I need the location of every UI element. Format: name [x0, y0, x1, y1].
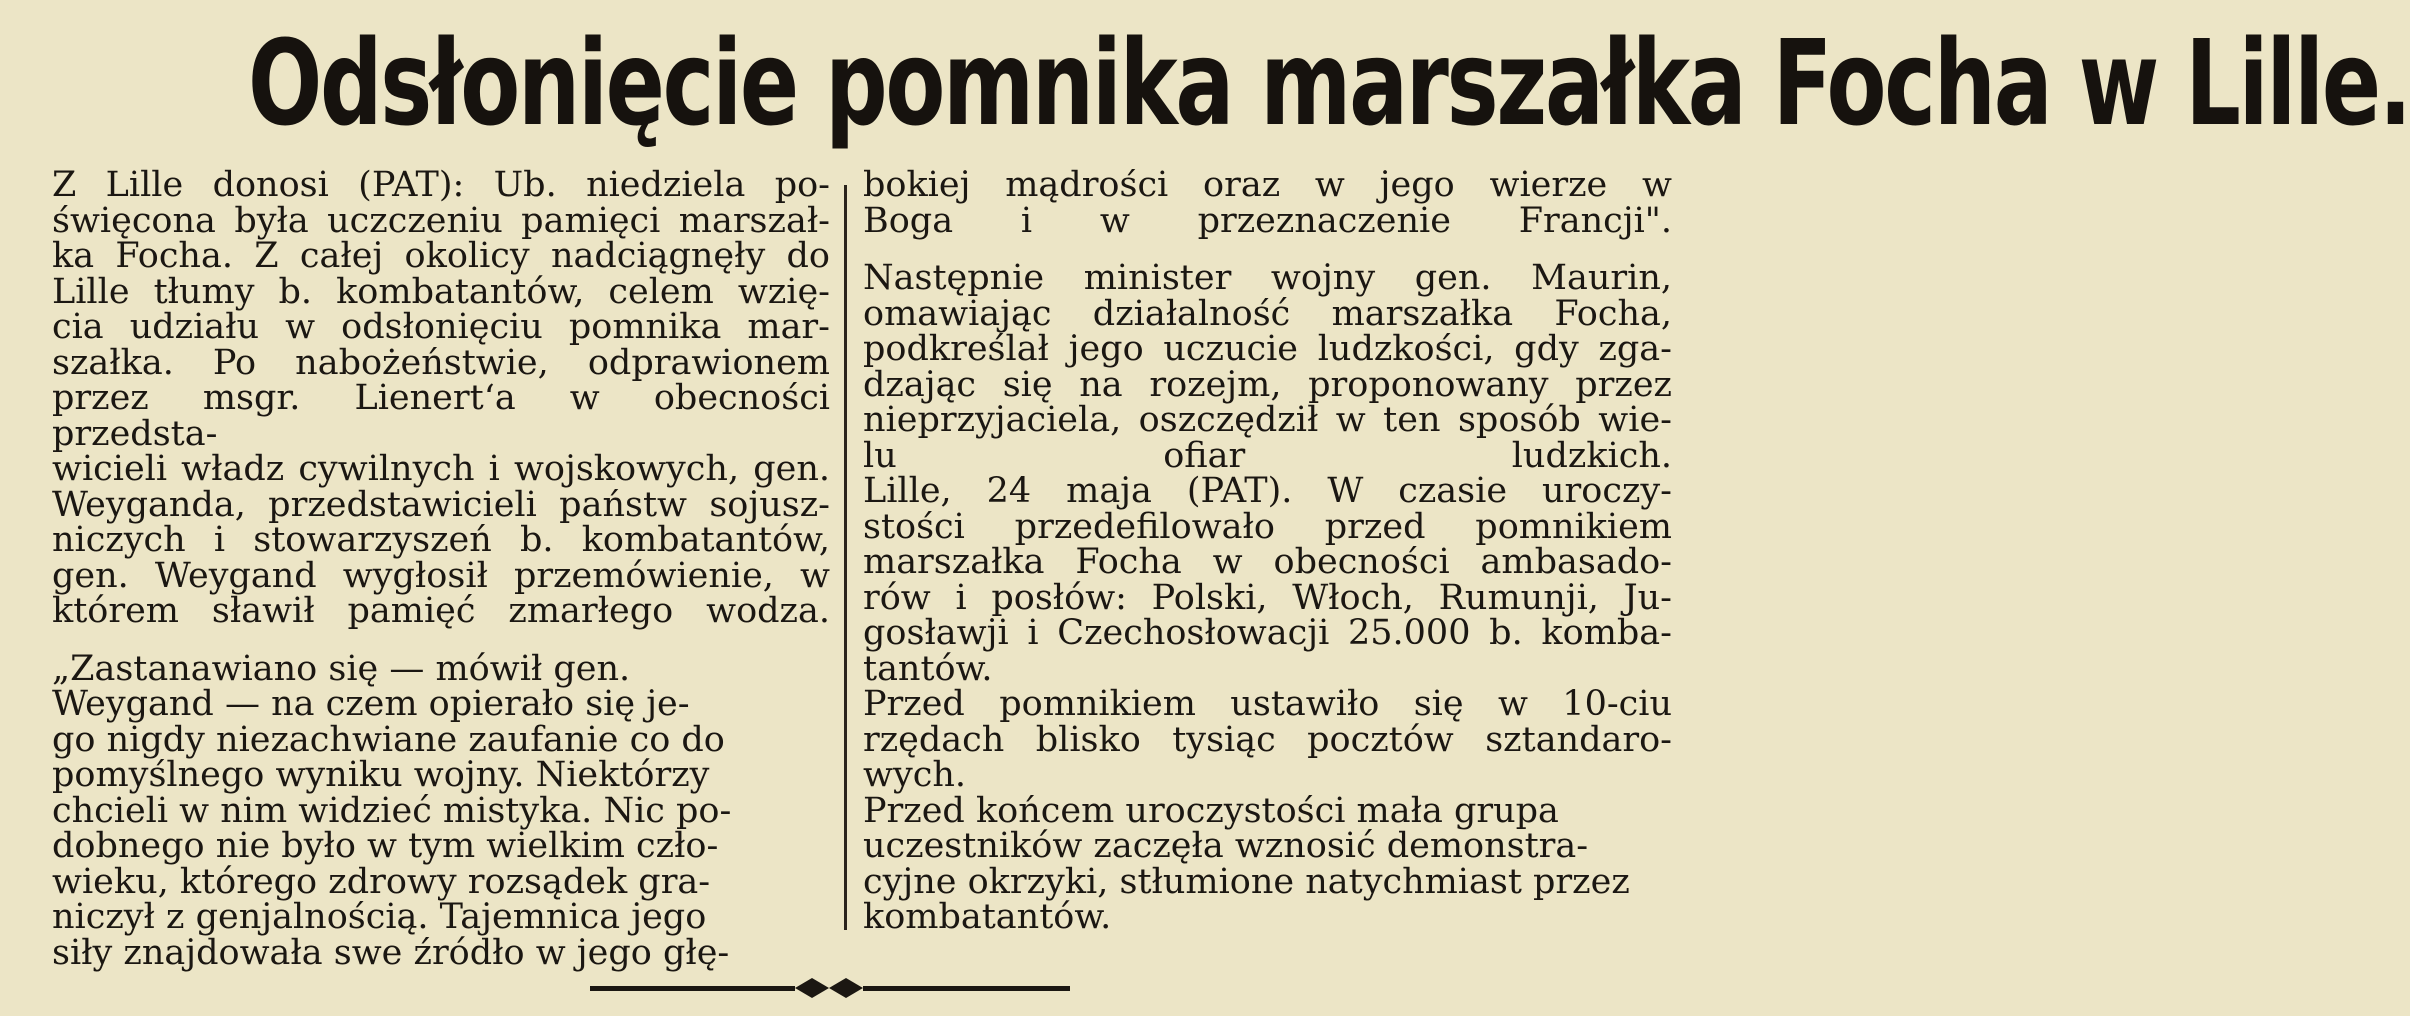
paragraph-1	[52, 165, 830, 631]
line: bokiej mądrości oraz w jego wierze w	[863, 165, 1672, 205]
line: stości przedefilowało przed pomnikiem	[863, 506, 1672, 547]
line: wych.	[863, 755, 967, 795]
paragraph-minister	[863, 258, 1672, 476]
line: rów i posłów: Polski, Włoch, Rumunji, Ju-	[863, 577, 1672, 618]
double-diamond-rule-icon	[590, 970, 1070, 1006]
headline: Odsłonięcie pomnika marszałka Focha w Lille.	[248, 14, 2410, 152]
line: Weyganda, przedstawicieli państw sojusz-	[52, 484, 830, 525]
line: Lille, 24 maja (PAT). W czasie uroczy-	[863, 471, 1672, 511]
line: podkreślał jego uczucie ludzkości, gdy zga-	[863, 329, 1672, 369]
column-right	[863, 165, 1672, 937]
line: Boga i w przeznaczenie Francji".	[863, 200, 1672, 241]
line: cyjne okrzyki, stłumione natychmiast przez	[863, 861, 1630, 902]
line: cia udziału w odsłonięciu pomnika mar-	[52, 307, 830, 347]
paragraph-quote	[52, 648, 830, 973]
line: przez msgr. Lienert‘a w obecności przedsta-	[52, 378, 830, 454]
line: siły znajdowała swe źródło w jego głę-	[52, 932, 730, 973]
line: szałka. Po nabożeństwie, odprawionem	[52, 342, 830, 383]
line: niczych i stowarzyszeń b. kombatantów,	[52, 520, 830, 560]
line: omawiając działalność marszałka Focha,	[863, 293, 1672, 334]
line: kombatantów.	[863, 897, 1112, 937]
line: gen. Weygand wygłosił przemówienie, w	[52, 555, 830, 596]
line: Następnie minister wojny gen. Maurin,	[863, 258, 1672, 298]
line: pomyślnego wyniku wojny. Niektórzy	[52, 755, 710, 795]
line: nieprzyjaciela, oszczędził w ten sposób wie-	[863, 400, 1672, 440]
paragraph-quote-end	[863, 165, 1672, 241]
line: dzając się na rozejm, proponowany przez	[863, 364, 1672, 405]
column-left	[52, 165, 830, 973]
line: Przed końcem uroczystości mała grupa	[863, 790, 1559, 831]
line: „Zastanawiano się — mówił gen.	[52, 648, 631, 689]
line: Lille tłumy b. kombatantów, celem wzię-	[52, 271, 830, 312]
column-divider	[844, 185, 847, 930]
paragraph-parade	[863, 471, 1672, 689]
paragraph-demonstration	[863, 790, 1672, 937]
line: dobnego nie było w tym wielkim czło-	[52, 826, 719, 866]
line: Weygand — na czem opierało się je-	[52, 684, 690, 724]
line: lu ofiar ludzkich.	[863, 435, 1672, 476]
line: wieku, którego zdrowy rozsądek gra-	[52, 861, 711, 902]
line: niczył z genjalnością. Tajemnica jego	[52, 897, 707, 937]
line: rzędach blisko tysiąc pocztów sztandaro-	[863, 719, 1672, 760]
line: którem sławił pamięć zmarłego wodza.	[52, 591, 830, 631]
line: wicieli władz cywilnych i wojskowych, gen.	[52, 449, 830, 489]
line: go nigdy niezachwiane zaufanie co do	[52, 719, 725, 760]
line: ka Focha. Z całej okolicy nadciągnęły do	[52, 236, 830, 276]
line: chcieli w nim widzieć mistyka. Nic po-	[52, 790, 732, 831]
line: marszałka Focha w obecności ambasado-	[863, 542, 1672, 582]
line: gosławji i Czechosłowacji 25.000 b. komba-	[863, 613, 1672, 653]
line: Przed pomnikiem ustawiło się w 10-ciu	[863, 684, 1672, 724]
line: uczestników zaczęła wznosić demonstra-	[863, 826, 1589, 866]
line: święcona była uczczeniu pamięci marszał-	[52, 200, 830, 241]
paragraph-banners	[863, 684, 1672, 795]
line: tantów.	[863, 648, 993, 689]
line: Z Lille donosi (PAT): Ub. niedziela po-	[52, 165, 830, 205]
